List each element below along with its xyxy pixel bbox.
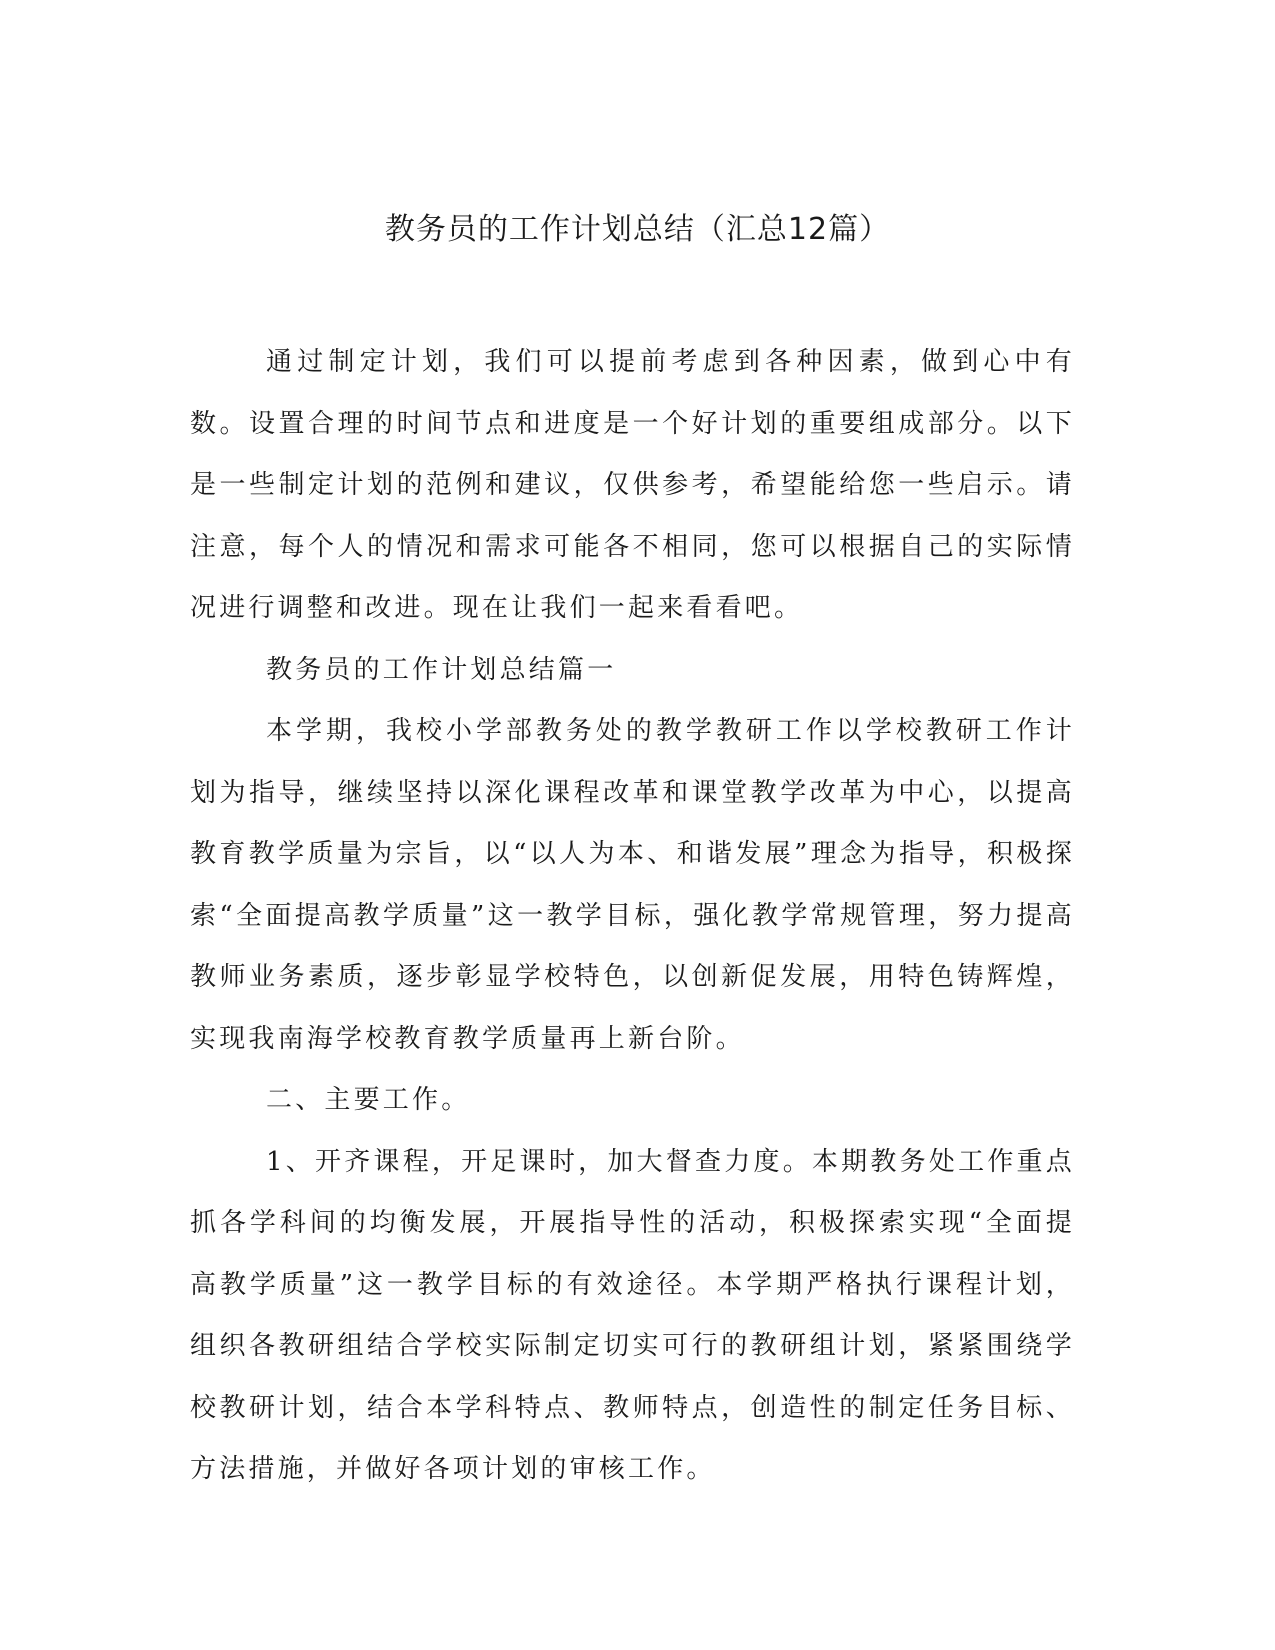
document-title: 教务员的工作计划总结（汇总12篇）	[384, 212, 891, 247]
body-paragraph: 本学期，我校小学部教务处的教学教研工作以学校教研工作计划为指导，继续坚持以深化课程改革和课堂教学改革为中心，以提高教育教学质量为宗旨，以“以人为本、和谐发展”理念为指导，积极探索“全面提高教学质量”这一教学目标，强化教学常规管理，努力提高教师业务素质，逐步彰显学校特色，以创新促发展，用特色铸辉煌，实现我南海学校教育教学质量再上新台阶。	[190, 716, 1075, 1054]
intro-paragraph: 通过制定计划，我们可以提前考虑到各种因素，做到心中有数。设置合理的时间节点和进度是一个好计划的重要组成部分。以下是一些制定计划的范例和建议，仅供参考，希望能给您一些启示。请注意，每个人的情况和需求可能各不相同，您可以根据自己的实际情况进行调整和改进。现在让我们一起来看看吧。	[190, 347, 1075, 623]
section-heading-part-one: 教务员的工作计划总结篇一	[266, 654, 617, 685]
body-paragraph-item-1: 1、开齐课程，开足课时，加大督查力度。本期教务处工作重点抓各学科间的均衡发展，开展指导性的活动，积极探索实现“全面提高教学质量”这一教学目标的有效途径。本学期严格执行课程计划，组织各教研组结合学校实际制定切实可行的教研组计划，紧紧围绕学校教研计划，结合本学科特点、教师特点，创造性的制定任务目标、方法措施，并做好各项计划的审核工作。	[190, 1146, 1075, 1484]
document-body	[190, 332, 1075, 1501]
section-heading-main-work: 二、主要工作。	[266, 1085, 471, 1115]
